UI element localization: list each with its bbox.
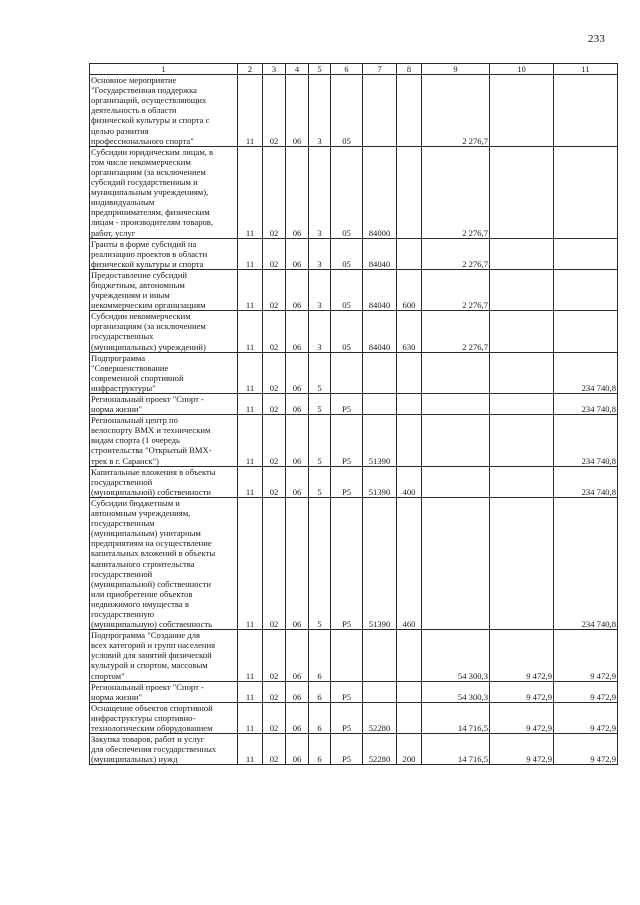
- code-cell: 06: [286, 630, 309, 681]
- code-cell: 06: [286, 394, 309, 415]
- code-cell: 06: [286, 311, 309, 352]
- code-cell: 11: [238, 702, 263, 733]
- code-cell: 460: [397, 497, 422, 629]
- table-header-row: [90, 64, 618, 75]
- table-row: [90, 75, 618, 147]
- code-cell: 630: [397, 311, 422, 352]
- code-cell: 11: [238, 311, 263, 352]
- code-cell: 400: [397, 466, 422, 497]
- amount-cell: 2 276,7: [422, 146, 490, 238]
- amount-cell: 54 300,3: [422, 681, 490, 702]
- row-name-cell: Оснащение объектов спортивной инфраструктуры спортивно- технологическим оборудованием: [90, 702, 238, 733]
- amount-cell: [490, 269, 554, 310]
- table-row: [90, 630, 618, 681]
- amount-cell: [490, 497, 554, 629]
- row-name-cell: Субсидии юридическим лицам, в том числе некоммерческим организациям (за исключением субсидий государственным и муниципальным учреждениям), индивидуальным предпринимателям, физическим лицам - производителям товаров, работ, услуг: [90, 146, 238, 238]
- row-name-cell: Основное мероприятие "Государственная поддержка организаций, осуществляющих деятельность в области физической культуры и спорта с целью развития профессионального спорта": [90, 75, 238, 147]
- table-row: [90, 269, 618, 310]
- column-header: 2: [238, 64, 263, 75]
- amount-cell: 2 276,7: [422, 75, 490, 147]
- code-cell: 06: [286, 352, 309, 393]
- row-name-cell: Гранты в форме субсидий на реализацию проектов в области физической культуры и спорта: [90, 238, 238, 269]
- amount-cell: 9 472,9: [490, 702, 554, 733]
- table-row: [90, 497, 618, 629]
- table-row: [90, 394, 618, 415]
- amount-cell: [490, 311, 554, 352]
- row-name-cell: Региональный проект "Спорт - норма жизни": [90, 681, 238, 702]
- code-cell: 02: [263, 466, 286, 497]
- code-cell: 02: [263, 269, 286, 310]
- code-cell: 02: [263, 681, 286, 702]
- row-name-cell: Подпрограмма "Создание для всех категорий и групп населения условий для занятий физической культурой и спортом, массовым спортом": [90, 630, 238, 681]
- table-row: [90, 238, 618, 269]
- code-cell: 05: [331, 75, 363, 147]
- code-cell: 06: [286, 734, 309, 765]
- amount-cell: [490, 352, 554, 393]
- code-cell: 06: [286, 466, 309, 497]
- code-cell: [331, 630, 363, 681]
- column-header: 5: [309, 64, 331, 75]
- table-body: [90, 75, 618, 765]
- amount-cell: 234 740,8: [554, 394, 618, 415]
- code-cell: 5: [309, 466, 331, 497]
- column-header: 9: [422, 64, 490, 75]
- amount-cell: 2 276,7: [422, 269, 490, 310]
- code-cell: 02: [263, 497, 286, 629]
- column-header: 6: [331, 64, 363, 75]
- code-cell: 05: [331, 311, 363, 352]
- code-cell: [397, 630, 422, 681]
- code-cell: [397, 681, 422, 702]
- code-cell: [397, 75, 422, 147]
- amount-cell: [554, 238, 618, 269]
- code-cell: 02: [263, 702, 286, 733]
- code-cell: 11: [238, 352, 263, 393]
- amount-cell: [422, 415, 490, 466]
- amount-cell: [422, 497, 490, 629]
- code-cell: 200: [397, 734, 422, 765]
- code-cell: 02: [263, 311, 286, 352]
- row-name-cell: Региональный проект "Спорт - норма жизни": [90, 394, 238, 415]
- amount-cell: 9 472,9: [554, 681, 618, 702]
- code-cell: 11: [238, 681, 263, 702]
- amount-cell: 9 472,9: [554, 630, 618, 681]
- code-cell: 11: [238, 394, 263, 415]
- code-cell: 05: [331, 238, 363, 269]
- amount-cell: 234 740,8: [554, 415, 618, 466]
- column-header: 11: [554, 64, 618, 75]
- code-cell: 5: [309, 415, 331, 466]
- code-cell: 51390: [363, 497, 397, 629]
- code-cell: P5: [331, 394, 363, 415]
- amount-cell: 9 472,9: [490, 734, 554, 765]
- amount-cell: [554, 75, 618, 147]
- code-cell: [397, 394, 422, 415]
- amount-cell: 9 472,9: [554, 702, 618, 733]
- code-cell: 11: [238, 415, 263, 466]
- code-cell: 11: [238, 238, 263, 269]
- code-cell: 05: [331, 146, 363, 238]
- budget-table: [89, 63, 618, 765]
- table-row: [90, 146, 618, 238]
- amount-cell: 14 716,5: [422, 702, 490, 733]
- code-cell: 3: [309, 75, 331, 147]
- code-cell: P5: [331, 702, 363, 733]
- row-name-cell: Субсидии бюджетным и автономным учреждениям, государственным (муниципальным) унитарным предприятиям на осуществление капитальных вложений в объекты капитального строительства государственной (муниципальной) собственности или приобретение объектов недвижимого имущества в государственную (муниципальную) собственность: [90, 497, 238, 629]
- amount-cell: [422, 352, 490, 393]
- amount-cell: [554, 146, 618, 238]
- amount-cell: [490, 466, 554, 497]
- amount-cell: [422, 466, 490, 497]
- code-cell: 51390: [363, 466, 397, 497]
- code-cell: 02: [263, 238, 286, 269]
- code-cell: [363, 630, 397, 681]
- column-header: 1: [90, 64, 238, 75]
- code-cell: 3: [309, 311, 331, 352]
- code-cell: 06: [286, 238, 309, 269]
- code-cell: [331, 352, 363, 393]
- code-cell: P5: [331, 466, 363, 497]
- amount-cell: 9 472,9: [490, 630, 554, 681]
- column-header: 10: [490, 64, 554, 75]
- code-cell: 11: [238, 734, 263, 765]
- code-cell: P5: [331, 681, 363, 702]
- amount-cell: [490, 238, 554, 269]
- row-name-cell: Закупка товаров, работ и услуг для обеспечения государственных (муниципальных) нужд: [90, 734, 238, 765]
- code-cell: 3: [309, 269, 331, 310]
- code-cell: [397, 415, 422, 466]
- table-row: [90, 702, 618, 733]
- code-cell: 02: [263, 394, 286, 415]
- code-cell: 11: [238, 146, 263, 238]
- code-cell: 02: [263, 630, 286, 681]
- amount-cell: [490, 415, 554, 466]
- code-cell: 05: [331, 269, 363, 310]
- code-cell: 84040: [363, 238, 397, 269]
- table-row: [90, 681, 618, 702]
- code-cell: 600: [397, 269, 422, 310]
- amount-cell: [490, 75, 554, 147]
- amount-cell: [490, 146, 554, 238]
- code-cell: [397, 146, 422, 238]
- table-row: [90, 352, 618, 393]
- table-row: [90, 466, 618, 497]
- code-cell: 3: [309, 238, 331, 269]
- code-cell: 11: [238, 497, 263, 629]
- code-cell: 06: [286, 146, 309, 238]
- code-cell: P5: [331, 734, 363, 765]
- column-header: 3: [263, 64, 286, 75]
- code-cell: 6: [309, 734, 331, 765]
- code-cell: 06: [286, 497, 309, 629]
- code-cell: 02: [263, 75, 286, 147]
- code-cell: 6: [309, 702, 331, 733]
- amount-cell: 14 716,5: [422, 734, 490, 765]
- amount-cell: 9 472,9: [554, 734, 618, 765]
- amount-cell: 9 472,9: [490, 681, 554, 702]
- amount-cell: [490, 394, 554, 415]
- amount-cell: [554, 269, 618, 310]
- code-cell: 84040: [363, 269, 397, 310]
- amount-cell: 54 300,3: [422, 630, 490, 681]
- code-cell: 84040: [363, 311, 397, 352]
- amount-cell: 234 740,8: [554, 497, 618, 629]
- code-cell: [363, 681, 397, 702]
- code-cell: 11: [238, 75, 263, 147]
- code-cell: 02: [263, 146, 286, 238]
- code-cell: 3: [309, 146, 331, 238]
- table-row: [90, 415, 618, 466]
- code-cell: [363, 75, 397, 147]
- column-header: 8: [397, 64, 422, 75]
- code-cell: 02: [263, 415, 286, 466]
- page-number: 233: [588, 33, 606, 45]
- code-cell: [397, 702, 422, 733]
- row-name-cell: Региональный центр по велоспорту BMX и техническим видам спорта (1 очередь строительства "Открытый BMX- трек в г. Саранск"): [90, 415, 238, 466]
- table-row: [90, 311, 618, 352]
- code-cell: 6: [309, 681, 331, 702]
- amount-cell: 234 740,8: [554, 466, 618, 497]
- code-cell: 06: [286, 681, 309, 702]
- code-cell: P5: [331, 415, 363, 466]
- code-cell: 84000: [363, 146, 397, 238]
- row-name-cell: Предоставление субсидий бюджетным, автономным учреждениям и иным некоммерческим организациям: [90, 269, 238, 310]
- code-cell: 02: [263, 734, 286, 765]
- row-name-cell: Субсидии некоммерческим организациям (за исключением государственных (муниципальных) учреждений): [90, 311, 238, 352]
- code-cell: P5: [331, 497, 363, 629]
- code-cell: 06: [286, 702, 309, 733]
- code-cell: 51390: [363, 415, 397, 466]
- amount-cell: 2 276,7: [422, 311, 490, 352]
- code-cell: [397, 238, 422, 269]
- table-row: [90, 734, 618, 765]
- code-cell: 11: [238, 466, 263, 497]
- code-cell: [363, 352, 397, 393]
- amount-cell: [554, 311, 618, 352]
- code-cell: 06: [286, 415, 309, 466]
- code-cell: 5: [309, 352, 331, 393]
- code-cell: [397, 352, 422, 393]
- code-cell: 06: [286, 269, 309, 310]
- column-header: 7: [363, 64, 397, 75]
- row-name-cell: Капитальные вложения в объекты государственной (муниципальной) собственности: [90, 466, 238, 497]
- amount-cell: 234 740,8: [554, 352, 618, 393]
- row-name-cell: Подпрограмма "Совершенствование современной спортивной инфраструктуры": [90, 352, 238, 393]
- code-cell: 52280: [363, 734, 397, 765]
- code-cell: 06: [286, 75, 309, 147]
- column-header: 4: [286, 64, 309, 75]
- code-cell: 11: [238, 269, 263, 310]
- code-cell: 52280: [363, 702, 397, 733]
- amount-cell: [422, 394, 490, 415]
- code-cell: 5: [309, 394, 331, 415]
- code-cell: 5: [309, 497, 331, 629]
- code-cell: 11: [238, 630, 263, 681]
- amount-cell: 2 276,7: [422, 238, 490, 269]
- code-cell: 02: [263, 352, 286, 393]
- code-cell: 6: [309, 630, 331, 681]
- code-cell: [363, 394, 397, 415]
